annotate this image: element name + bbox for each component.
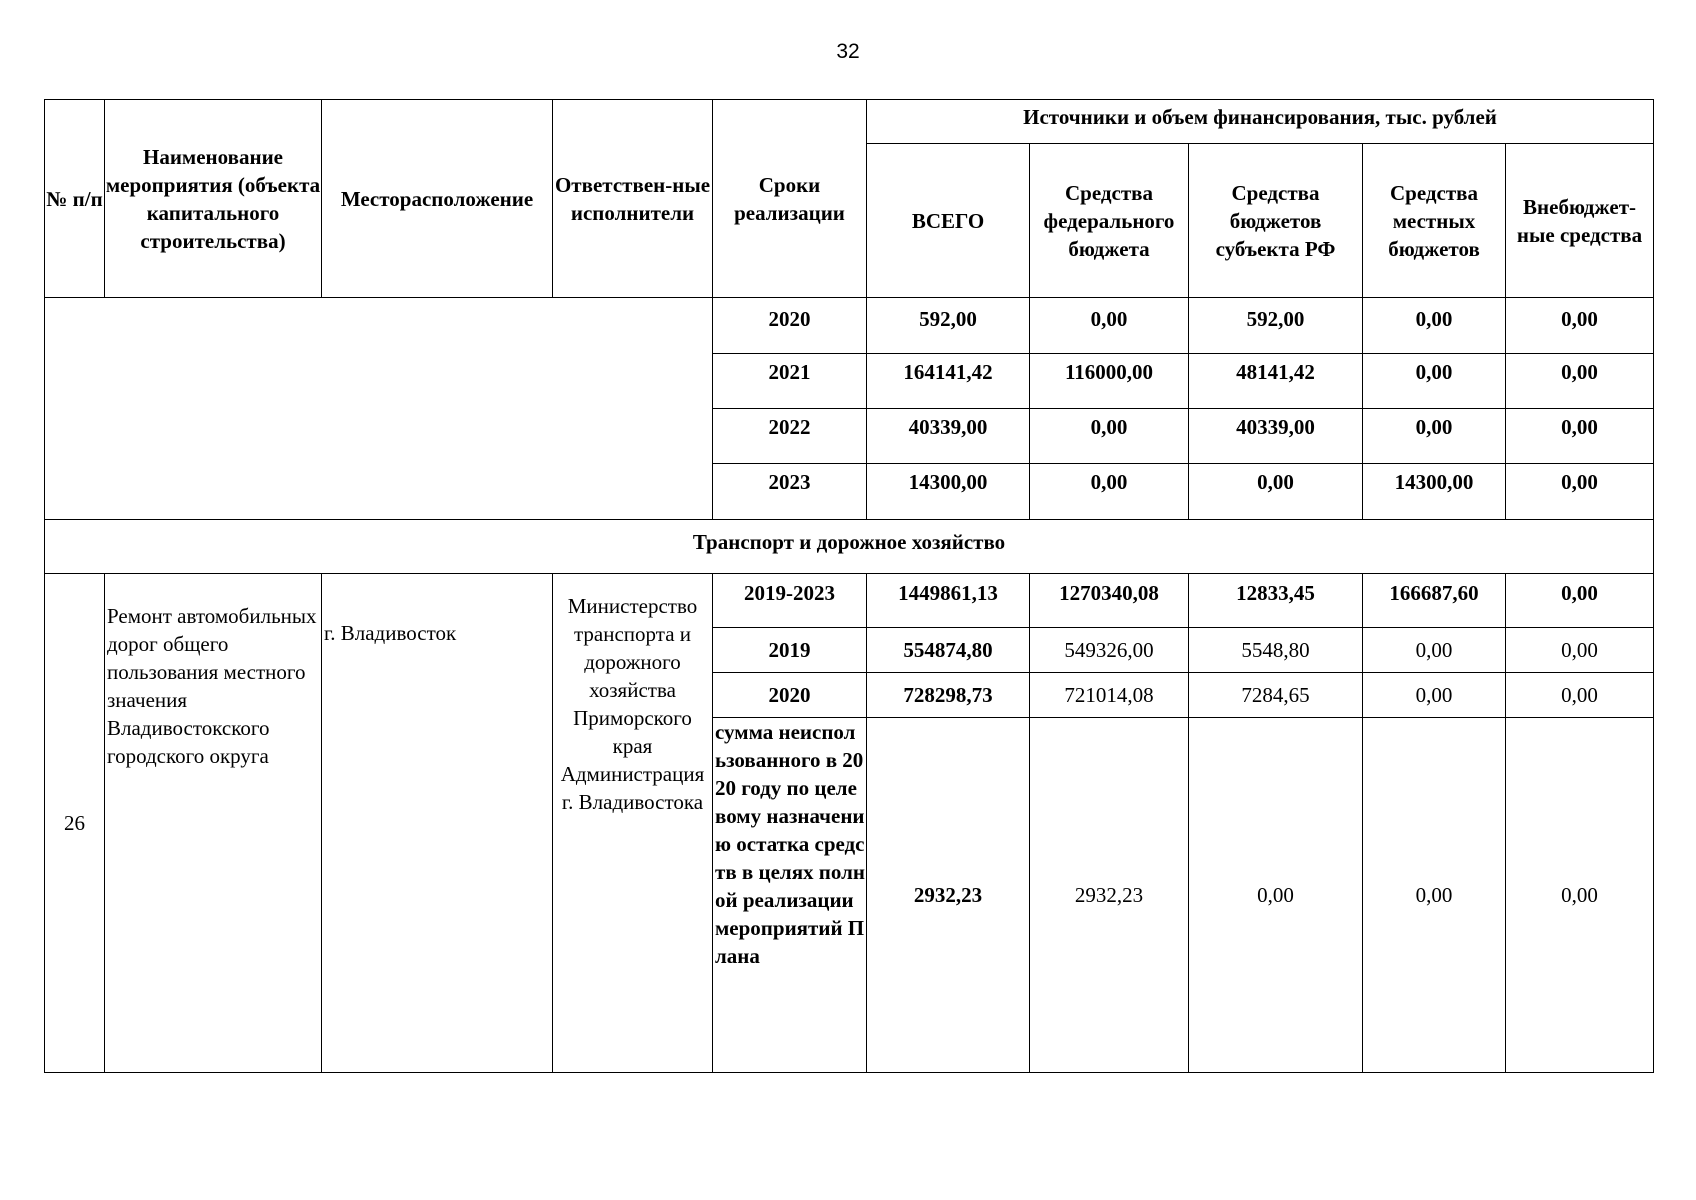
header-local: Средства местных бюджетов — [1363, 144, 1506, 298]
header-location: Месторасположение — [322, 100, 553, 298]
federal-cell: 549326,00 — [1030, 628, 1189, 673]
item-name: Ремонт автомобильных дорог общего пользования местного значения Владивостокского городского округа — [105, 574, 322, 1073]
federal-cell: 721014,08 — [1030, 673, 1189, 718]
local-cell: 14300,00 — [1363, 464, 1506, 520]
extra-cell: 0,00 — [1506, 409, 1654, 464]
section-title: Транспорт и дорожное хозяйство — [45, 520, 1654, 574]
local-cell: 0,00 — [1363, 354, 1506, 409]
federal-cell: 0,00 — [1030, 298, 1189, 354]
empty-merged-cell — [45, 298, 713, 520]
regional-cell: 12833,45 — [1189, 574, 1363, 628]
regional-cell: 40339,00 — [1189, 409, 1363, 464]
local-cell: 0,00 — [1363, 298, 1506, 354]
financing-table — [44, 99, 1654, 1073]
header-regional: Средства бюджетов субъекта РФ — [1189, 144, 1363, 298]
header-responsible: Ответствен-ные исполнители — [553, 100, 713, 298]
extra-cell: 0,00 — [1506, 628, 1654, 673]
year-cell: 2022 — [713, 409, 867, 464]
federal-cell: 1270340,08 — [1030, 574, 1189, 628]
total-cell: 1449861,13 — [867, 574, 1030, 628]
total-cell: 554874,80 — [867, 628, 1030, 673]
federal-cell: 2932,23 — [1030, 718, 1189, 1073]
header-terms: Сроки реализации — [713, 100, 867, 298]
extra-cell: 0,00 — [1506, 464, 1654, 520]
regional-cell: 0,00 — [1189, 464, 1363, 520]
federal-cell: 0,00 — [1030, 464, 1189, 520]
header-federal: Средства федерального бюджета — [1030, 144, 1189, 298]
header-name: Наименование мероприятия (объекта капитального строительства) — [105, 100, 322, 298]
federal-cell: 0,00 — [1030, 409, 1189, 464]
year-cell: 2023 — [713, 464, 867, 520]
item-responsible: Министерство транспорта и дорожного хозяйства Приморского края Администрация г. Владивостока — [553, 574, 713, 1073]
extra-cell: 0,00 — [1506, 673, 1654, 718]
local-cell: 0,00 — [1363, 409, 1506, 464]
year-cell: 2020 — [713, 673, 867, 718]
total-cell: 164141,42 — [867, 354, 1030, 409]
regional-cell: 0,00 — [1189, 718, 1363, 1073]
local-cell: 0,00 — [1363, 673, 1506, 718]
total-cell: 14300,00 — [867, 464, 1030, 520]
item-number: 26 — [45, 574, 105, 1073]
table-row — [45, 298, 1654, 354]
total-cell: 40339,00 — [867, 409, 1030, 464]
header-extra: Внебюджет-ные средства — [1506, 144, 1654, 298]
total-cell: 728298,73 — [867, 673, 1030, 718]
extra-cell: 0,00 — [1506, 718, 1654, 1073]
page-number: 32 — [836, 40, 860, 63]
header-sources: Источники и объем финансирования, тыс. рублей — [867, 100, 1654, 144]
regional-cell: 592,00 — [1189, 298, 1363, 354]
extra-cell: 0,00 — [1506, 354, 1654, 409]
federal-cell: 116000,00 — [1030, 354, 1189, 409]
item-location: г. Владивосток — [322, 574, 553, 1073]
year-cell: 2020 — [713, 298, 867, 354]
year-cell-note: сумма неиспользованного в 2020 году по целевому назначению остатка средств в целях полной реализации мероприятий Плана — [713, 718, 867, 1073]
local-cell: 0,00 — [1363, 718, 1506, 1073]
table-row — [45, 574, 1654, 628]
header-num: № п/п — [45, 100, 105, 298]
extra-cell: 0,00 — [1506, 574, 1654, 628]
regional-cell: 7284,65 — [1189, 673, 1363, 718]
header-total: ВСЕГО — [867, 144, 1030, 298]
year-cell: 2021 — [713, 354, 867, 409]
total-cell: 592,00 — [867, 298, 1030, 354]
year-cell: 2019-2023 — [713, 574, 867, 628]
extra-cell: 0,00 — [1506, 298, 1654, 354]
regional-cell: 5548,80 — [1189, 628, 1363, 673]
local-cell: 166687,60 — [1363, 574, 1506, 628]
total-cell: 2932,23 — [867, 718, 1030, 1073]
year-cell: 2019 — [713, 628, 867, 673]
local-cell: 0,00 — [1363, 628, 1506, 673]
regional-cell: 48141,42 — [1189, 354, 1363, 409]
